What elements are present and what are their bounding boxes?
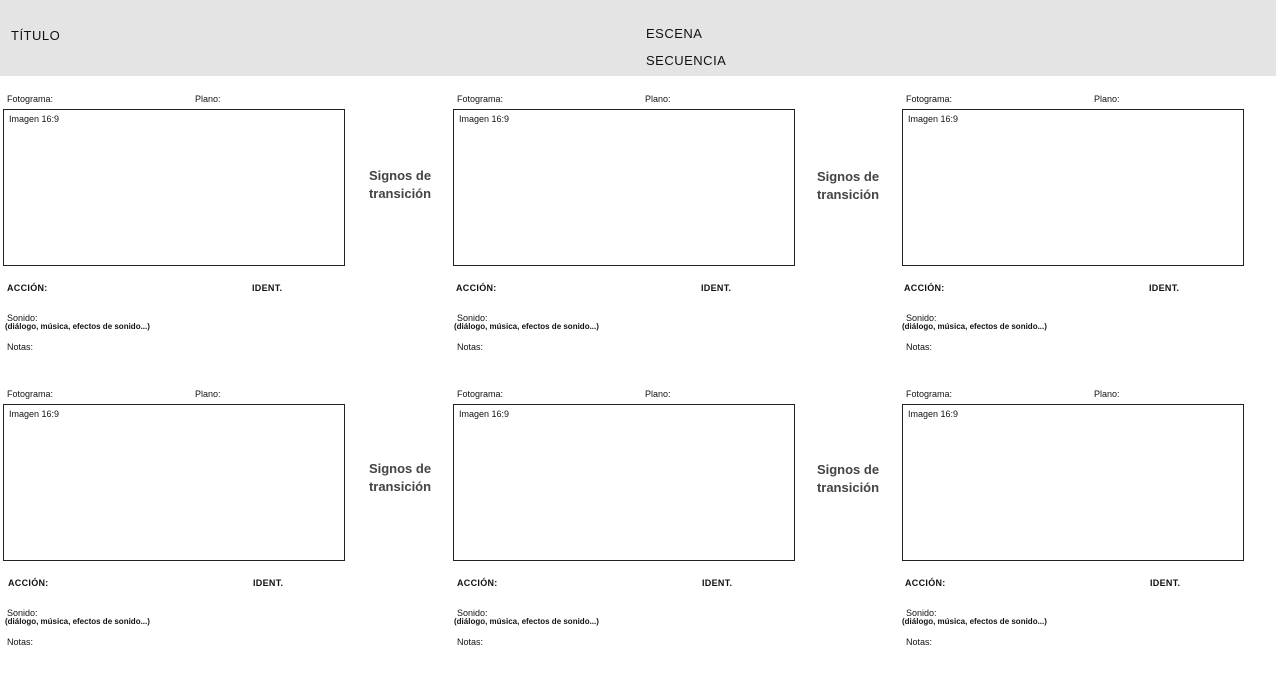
image-placeholder-label: Imagen 16:9 <box>9 114 60 124</box>
sheet-header <box>0 0 1276 76</box>
sound-label: Sonido: <box>457 608 488 618</box>
image-frame[interactable] <box>3 109 345 266</box>
ident-label: IDENT. <box>252 283 283 293</box>
notes-label: Notas: <box>906 342 933 352</box>
transition-signs <box>808 461 888 497</box>
sound-detail-label: (diálogo, música, efectos de sonido...) <box>5 322 150 331</box>
storyboard-panel <box>902 94 1247 364</box>
sound-label: Sonido: <box>7 608 38 618</box>
shot-label: Plano: <box>645 389 671 399</box>
scene-label: ESCENA <box>646 26 703 41</box>
action-label: ACCIÓN: <box>457 578 498 588</box>
image-frame[interactable] <box>902 404 1244 561</box>
transition-signs <box>808 168 888 204</box>
transition-line-1: Signos de <box>368 461 432 476</box>
transition-line-2: transición <box>368 186 432 201</box>
notes-label: Notas: <box>7 637 34 647</box>
notes-label: Notas: <box>906 637 933 647</box>
notes-label: Notas: <box>457 342 484 352</box>
image-frame[interactable] <box>453 109 795 266</box>
sound-label: Sonido: <box>457 313 488 323</box>
action-label: ACCIÓN: <box>456 283 497 293</box>
transition-line-2: transición <box>368 479 432 494</box>
action-label: ACCIÓN: <box>7 283 48 293</box>
sound-label: Sonido: <box>906 313 937 323</box>
image-frame[interactable] <box>902 109 1244 266</box>
transition-line-2: transición <box>816 187 880 202</box>
transition-line-1: Signos de <box>816 169 880 184</box>
transition-signs <box>360 460 440 496</box>
shot-label: Plano: <box>1094 389 1120 399</box>
notes-label: Notas: <box>7 342 34 352</box>
ident-label: IDENT. <box>702 578 733 588</box>
frame-number-label: Fotograma: <box>457 94 504 104</box>
transition-signs <box>360 167 440 203</box>
shot-label: Plano: <box>1094 94 1120 104</box>
action-label: ACCIÓN: <box>905 578 946 588</box>
storyboard-panel <box>453 389 798 659</box>
transition-line-2: transición <box>816 480 880 495</box>
image-placeholder-label: Imagen 16:9 <box>908 409 959 419</box>
shot-label: Plano: <box>195 389 221 399</box>
shot-label: Plano: <box>195 94 221 104</box>
transition-line-1: Signos de <box>816 462 880 477</box>
storyboard-panel <box>453 94 798 364</box>
image-placeholder-label: Imagen 16:9 <box>9 409 60 419</box>
image-placeholder-label: Imagen 16:9 <box>908 114 959 124</box>
sound-detail-label: (diálogo, música, efectos de sonido...) <box>902 322 1047 331</box>
frame-number-label: Fotograma: <box>7 389 54 399</box>
frame-number-label: Fotograma: <box>457 389 504 399</box>
frame-number-label: Fotograma: <box>906 389 953 399</box>
ident-label: IDENT. <box>253 578 284 588</box>
ident-label: IDENT. <box>1149 283 1180 293</box>
frame-number-label: Fotograma: <box>7 94 54 104</box>
frame-number-label: Fotograma: <box>906 94 953 104</box>
action-label: ACCIÓN: <box>8 578 49 588</box>
ident-label: IDENT. <box>1150 578 1181 588</box>
storyboard-panel <box>902 389 1247 659</box>
action-label: ACCIÓN: <box>904 283 945 293</box>
image-placeholder-label: Imagen 16:9 <box>459 114 510 124</box>
storyboard-panel <box>3 389 348 659</box>
sound-label: Sonido: <box>7 313 38 323</box>
title-label: TÍTULO <box>11 28 61 43</box>
sound-detail-label: (diálogo, música, efectos de sonido...) <box>454 322 599 331</box>
image-frame[interactable] <box>453 404 795 561</box>
sound-detail-label: (diálogo, música, efectos de sonido...) <box>5 617 150 626</box>
image-placeholder-label: Imagen 16:9 <box>459 409 510 419</box>
transition-line-1: Signos de <box>368 168 432 183</box>
notes-label: Notas: <box>457 637 484 647</box>
sound-detail-label: (diálogo, música, efectos de sonido...) <box>454 617 599 626</box>
sequence-label: SECUENCIA <box>646 53 727 68</box>
image-frame[interactable] <box>3 404 345 561</box>
storyboard-panel <box>3 94 348 364</box>
sound-label: Sonido: <box>906 608 937 618</box>
sound-detail-label: (diálogo, música, efectos de sonido...) <box>902 617 1047 626</box>
shot-label: Plano: <box>645 94 671 104</box>
ident-label: IDENT. <box>701 283 732 293</box>
